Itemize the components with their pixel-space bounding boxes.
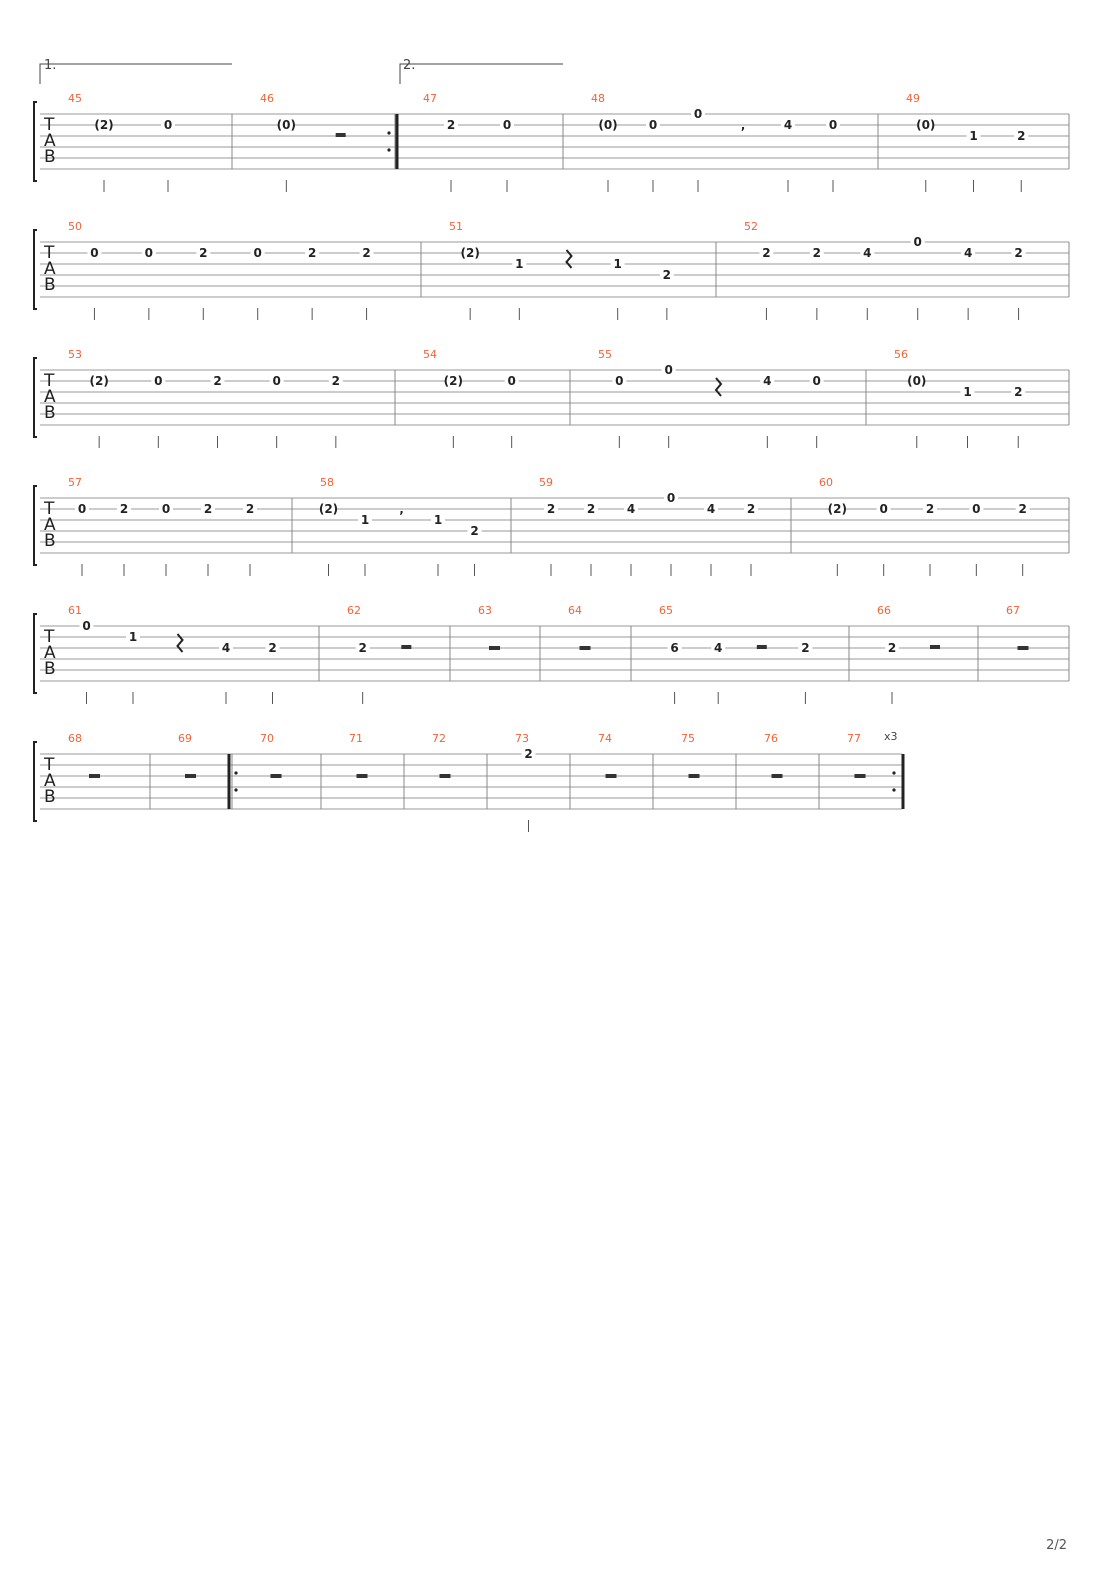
fret-number: 2 bbox=[307, 246, 317, 260]
fret-number: 2 bbox=[199, 246, 208, 260]
repeat-dot bbox=[892, 788, 895, 791]
fret-number: 2 bbox=[203, 502, 213, 516]
fret-number: 4 bbox=[626, 502, 636, 516]
repeat-dot bbox=[892, 771, 895, 774]
measure-number: 65 bbox=[659, 604, 673, 617]
whole-rest bbox=[357, 774, 368, 778]
fret-number: 2 bbox=[1018, 502, 1027, 516]
fret-number: 4 bbox=[706, 502, 716, 516]
whole-rest bbox=[855, 774, 866, 778]
half-rest bbox=[401, 645, 411, 649]
tab-clef-letter: B bbox=[44, 531, 56, 551]
fret-number: 2 bbox=[546, 502, 556, 516]
measure-number: 74 bbox=[598, 732, 612, 745]
fret-number: 0 bbox=[879, 502, 888, 516]
fret-number: 2 bbox=[586, 502, 596, 516]
fret-number: (0) bbox=[916, 118, 936, 132]
tab-clef-letter: B bbox=[44, 275, 56, 295]
whole-rest bbox=[1018, 646, 1029, 650]
fret-number: 2 bbox=[1014, 385, 1023, 399]
fret-number: (2) bbox=[827, 502, 847, 516]
fret-number: 0 bbox=[812, 374, 821, 388]
fret-number: (2) bbox=[460, 246, 480, 260]
fret-number: (0) bbox=[907, 374, 927, 388]
measure-number: 49 bbox=[906, 92, 920, 105]
measure-number: 58 bbox=[320, 476, 334, 489]
fret-number: (0) bbox=[276, 118, 296, 132]
fret-number: (0) bbox=[598, 118, 618, 132]
volta-label: 2. bbox=[403, 58, 416, 73]
repeat-count: x3 bbox=[884, 730, 898, 743]
tab-clef-letter: T bbox=[44, 243, 55, 263]
tab-clef-letter: A bbox=[44, 259, 56, 279]
eighth-rest: ’ bbox=[399, 509, 404, 523]
whole-rest bbox=[772, 774, 783, 778]
fret-number: 2 bbox=[746, 502, 756, 516]
repeat-dot bbox=[234, 771, 237, 774]
measure-number: 70 bbox=[260, 732, 274, 745]
whole-rest bbox=[440, 774, 451, 778]
measure-number: 73 bbox=[515, 732, 529, 745]
whole-rest bbox=[489, 646, 500, 650]
fret-number: 2 bbox=[762, 246, 771, 260]
measure-number: 57 bbox=[68, 476, 82, 489]
fret-number: 2 bbox=[801, 641, 810, 655]
fret-number: 2 bbox=[358, 641, 367, 655]
tab-clef-letter: B bbox=[44, 787, 56, 807]
tab-clef-letter: T bbox=[44, 371, 55, 391]
measure-number: 50 bbox=[68, 220, 82, 233]
fret-number: 0 bbox=[507, 374, 516, 388]
fret-number: 0 bbox=[161, 502, 171, 516]
measure-number: 63 bbox=[478, 604, 492, 617]
whole-rest bbox=[185, 774, 196, 778]
fret-number: (2) bbox=[94, 118, 114, 132]
fret-number: 1 bbox=[613, 257, 622, 271]
measure-number: 59 bbox=[539, 476, 553, 489]
measure-number: 45 bbox=[68, 92, 82, 105]
fret-number: 2 bbox=[245, 502, 255, 516]
measure-number: 46 bbox=[260, 92, 274, 105]
tab-clef-letter: B bbox=[44, 147, 56, 167]
fret-number: 0 bbox=[90, 246, 99, 260]
system-bracket bbox=[34, 358, 37, 437]
fret-number: (2) bbox=[318, 502, 339, 516]
fret-number: (2) bbox=[443, 374, 463, 388]
measure-number: 60 bbox=[819, 476, 833, 489]
fret-number: 0 bbox=[913, 235, 922, 249]
whole-rest bbox=[271, 774, 282, 778]
measure-number: 51 bbox=[449, 220, 463, 233]
measure-number: 53 bbox=[68, 348, 82, 361]
measure-number: 64 bbox=[568, 604, 582, 617]
tab-clef-letter: A bbox=[44, 771, 56, 791]
fret-number: 4 bbox=[221, 641, 231, 655]
system-bracket bbox=[34, 102, 37, 181]
fret-number: 2 bbox=[331, 374, 341, 388]
tab-clef-letter: A bbox=[44, 131, 56, 151]
fret-number: 0 bbox=[82, 619, 91, 633]
measure-number: 76 bbox=[764, 732, 778, 745]
fret-number: 0 bbox=[253, 246, 262, 260]
fret-number: 4 bbox=[963, 246, 973, 260]
fret-number: 2 bbox=[662, 268, 672, 282]
fret-number: 2 bbox=[268, 641, 277, 655]
fret-number: 0 bbox=[648, 118, 658, 132]
fret-number: 0 bbox=[664, 363, 673, 377]
measure-number: 48 bbox=[591, 92, 605, 105]
tab-clef-letter: T bbox=[44, 627, 55, 647]
fret-number: 4 bbox=[783, 118, 793, 132]
page-number: 2/2 bbox=[1046, 1538, 1067, 1553]
measure-number: 54 bbox=[423, 348, 437, 361]
fret-number: 0 bbox=[77, 502, 87, 516]
fret-number: 2 bbox=[887, 641, 897, 655]
fret-number: 0 bbox=[272, 374, 281, 388]
eighth-rest: ’ bbox=[740, 125, 746, 139]
measure-number: 71 bbox=[349, 732, 363, 745]
fret-number: 2 bbox=[119, 502, 129, 516]
fret-number: 0 bbox=[666, 491, 676, 505]
volta-bracket bbox=[400, 64, 563, 84]
tab-clef-letter: A bbox=[44, 643, 56, 663]
fret-number: 0 bbox=[972, 502, 981, 516]
fret-number: 1 bbox=[963, 385, 972, 399]
fret-number: 0 bbox=[693, 107, 703, 121]
system-bracket bbox=[34, 614, 37, 693]
measure-number: 75 bbox=[681, 732, 695, 745]
whole-rest bbox=[580, 646, 591, 650]
fret-number: 1 bbox=[515, 257, 524, 271]
measure-number: 66 bbox=[877, 604, 891, 617]
half-rest bbox=[757, 645, 767, 649]
tab-clef-letter: T bbox=[44, 755, 55, 775]
fret-number: 0 bbox=[502, 118, 512, 132]
fret-number: 2 bbox=[1017, 129, 1026, 143]
measure-number: 72 bbox=[432, 732, 446, 745]
fret-number: 0 bbox=[163, 118, 173, 132]
tab-clef-letter: B bbox=[44, 403, 56, 423]
half-rest bbox=[930, 645, 940, 649]
tab-clef-letter: T bbox=[44, 115, 55, 135]
fret-number: 1 bbox=[128, 630, 138, 644]
repeat-dot bbox=[387, 148, 390, 151]
fret-number: 2 bbox=[362, 246, 371, 260]
measure-number: 56 bbox=[894, 348, 908, 361]
fret-number: 2 bbox=[524, 747, 533, 761]
system-bracket bbox=[34, 486, 37, 565]
fret-number: 1 bbox=[433, 513, 443, 527]
fret-number: 2 bbox=[446, 118, 456, 132]
fret-number: 4 bbox=[714, 641, 723, 655]
fret-number: 0 bbox=[154, 374, 163, 388]
measure-number: 62 bbox=[347, 604, 361, 617]
fret-number: 0 bbox=[828, 118, 838, 132]
measure-number: 68 bbox=[68, 732, 82, 745]
fret-number: (2) bbox=[89, 374, 109, 388]
tab-clef-letter: B bbox=[44, 659, 56, 679]
half-rest bbox=[336, 133, 346, 137]
system-bracket bbox=[34, 230, 37, 309]
measure-number: 47 bbox=[423, 92, 437, 105]
measure-number: 52 bbox=[744, 220, 758, 233]
tab-clef-letter: T bbox=[44, 499, 55, 519]
whole-rest bbox=[689, 774, 700, 778]
fret-number: 2 bbox=[213, 374, 222, 388]
fret-number: 1 bbox=[969, 129, 978, 143]
measure-number: 77 bbox=[847, 732, 861, 745]
fret-number: 2 bbox=[812, 246, 822, 260]
measure-number: 67 bbox=[1006, 604, 1020, 617]
fret-number: 0 bbox=[615, 374, 624, 388]
fret-number: 2 bbox=[925, 502, 935, 516]
repeat-dot bbox=[387, 131, 390, 134]
fret-number: 1 bbox=[360, 513, 370, 527]
fret-number: 4 bbox=[863, 246, 872, 260]
fret-number: 2 bbox=[1014, 246, 1023, 260]
fret-number: 4 bbox=[763, 374, 772, 388]
fret-number: 2 bbox=[470, 524, 479, 538]
system-bracket bbox=[34, 742, 37, 821]
measure-number: 55 bbox=[598, 348, 612, 361]
whole-rest bbox=[606, 774, 617, 778]
tab-clef-letter: A bbox=[44, 387, 56, 407]
tab-clef-letter: A bbox=[44, 515, 56, 535]
fret-number: 0 bbox=[144, 246, 154, 260]
volta-label: 1. bbox=[44, 58, 57, 73]
measure-number: 61 bbox=[68, 604, 82, 617]
volta-bracket bbox=[40, 64, 232, 84]
whole-rest bbox=[89, 774, 100, 778]
fret-number: 6 bbox=[670, 641, 679, 655]
measure-number: 69 bbox=[178, 732, 192, 745]
repeat-dot bbox=[234, 788, 237, 791]
